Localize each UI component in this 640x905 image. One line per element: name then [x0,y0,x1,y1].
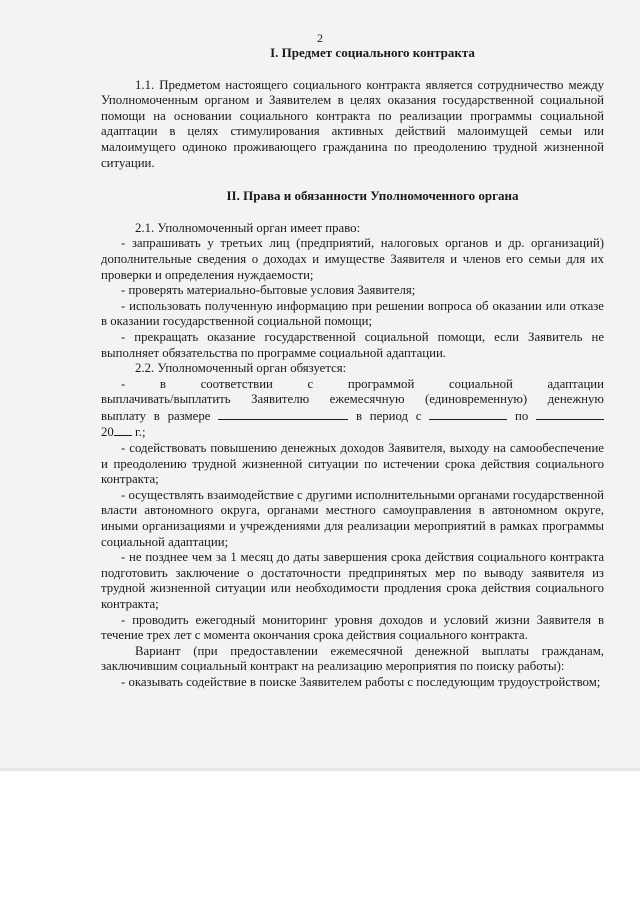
period-to-label: по [515,408,529,423]
paragraph-2-1: 2.1. Уполномоченный орган имеет право: [135,220,361,235]
payment-amount-label: выплату в размере [101,408,211,423]
obligation-1-line-3 [101,408,604,425]
section-1-heading: I. Предмет социального контракта [270,45,475,60]
right-item-4: - прекращать оказание государственной социальной помощи, если Заявитель не выполняет обязательства по программе социальной адаптации. [101,329,604,360]
paragraph-1-1: 1.1. Предметом настоящего социального контракта является сотрудничество между Уполномоченным органом и Заявителем в целях оказания государственной социальной помощи на основании социального контракта по реализации программы социальной адаптации в целях стимулирования активных действий малоимущей семьи или малоимущего одиноко проживающего гражданина по преодолению трудной жизненной ситуации. [101,77,604,170]
period-from-blank [429,408,507,420]
payment-amount-blank [218,408,348,420]
obligation-1-line-2: выплачивать/выплатить Заявителю ежемесячную (единовременную) денежную [101,392,604,407]
obligation-item-6: - оказывать содействие в поиске Заявителем работы с последующим трудоустройством; [121,674,601,689]
paragraph-2-2: 2.2. Уполномоченный орган обязуется: [135,361,347,376]
right-item-3: - использовать полученную информацию при решении вопроса об оказании или отказе в оказании государственной социальной помощи; [101,298,604,329]
obligation-1-line-1: - в соответствии с программой социальной адаптации [121,376,604,391]
document-body [101,45,604,691]
page-number: 2 [317,31,323,45]
year-suffix: г.; [135,425,146,440]
obligation-1-line-4 [101,424,604,441]
obligation-item-3: - осуществлять взаимодействие с другими исполнительными органами государственной власти автономного округа, органами местного самоуправления в автономном округе, иными организациями и учреждениями для реализации мероприятий в рамках программы социальной адаптации; [101,487,604,549]
period-to-blank [536,408,604,420]
obligation-item-1 [101,377,604,441]
right-item-1: - запрашивать у третьих лиц (предприятий, налоговых органов и др. организаций) дополнительные сведения о доходах и имуществе Заявителя и членов его семьи для их проверки и определения нуждаемости; [101,236,604,282]
variant-paragraph: Вариант (при предоставлении ежемесячной денежной выплаты гражданам, заключившим социальный контракт на реализацию мероприятия по поиску работы): [101,643,604,674]
year-blank [114,424,132,436]
section-2-heading: II. Права и обязанности Уполномоченного органа [226,188,519,204]
obligation-item-4: - не позднее чем за 1 месяц до даты завершения срока действия социального контракта подготовить заключение о достаточности предпринятых мер по выводу заявителя из трудной жизненной ситуации или необходимости продления срока действия социального контракта; [101,550,604,611]
obligation-item-5: - проводить ежегодный мониторинг уровня доходов и условий жизни Заявителя в течение трех лет с момента окончания срока действия социального контракта. [101,612,604,643]
obligation-item-2: - содействовать повышению денежных доходов Заявителя, выходу на самообеспечение и преодолению трудной жизненной ситуации по истечении срока действия социального контракта; [101,441,604,487]
right-item-2: - проверять материально-бытовые условия Заявителя; [121,283,416,298]
period-from-label: в период с [355,408,422,423]
year-prefix: 20 [101,425,114,440]
